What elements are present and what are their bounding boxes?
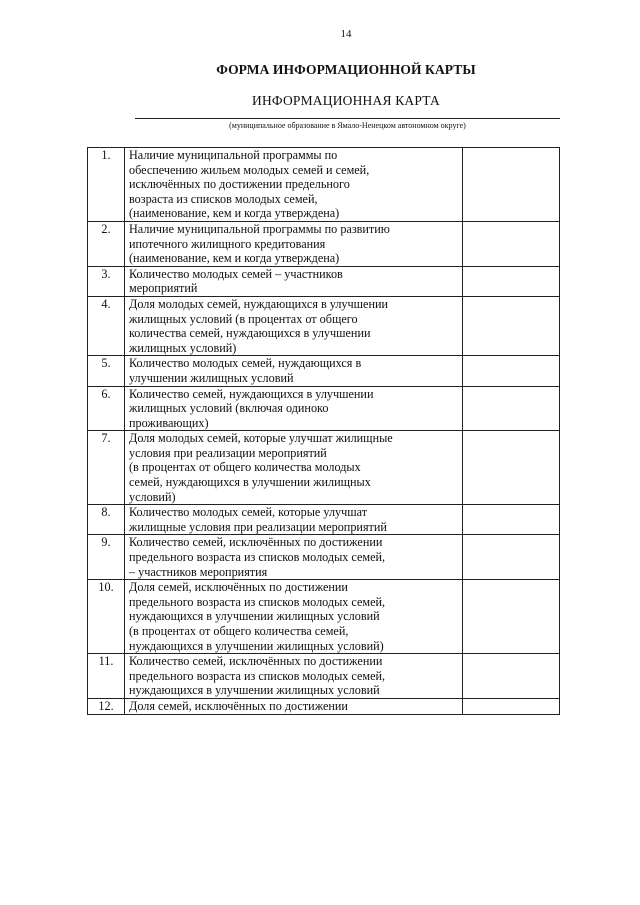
info-table bbox=[87, 147, 560, 715]
row-number: 12. bbox=[88, 698, 125, 714]
indicator-text-line: проживающих) bbox=[129, 415, 209, 430]
table-row bbox=[88, 431, 560, 505]
indicator-text-line: мероприятий bbox=[129, 281, 198, 296]
municipality-field-line bbox=[135, 118, 560, 119]
table-row bbox=[88, 535, 560, 580]
table-row bbox=[88, 580, 560, 654]
indicator-text-line: Доля семей, исключённых по достижении bbox=[129, 580, 348, 595]
row-value-cell[interactable] bbox=[463, 580, 560, 654]
table-row bbox=[88, 296, 560, 355]
row-indicator-text bbox=[125, 505, 463, 535]
indicator-text-line: обеспечению жильем молодых семей и семей, bbox=[129, 162, 370, 177]
indicator-text-line: жилищных условий (в процентах от общего bbox=[129, 311, 358, 326]
row-value-cell[interactable] bbox=[463, 535, 560, 580]
indicator-text-line: предельного возраста из списков молодых семей, bbox=[129, 550, 386, 565]
indicator-text-line: (в процентах от общего количества семей, bbox=[129, 624, 349, 638]
indicator-text-line: – участников мероприятия bbox=[129, 564, 268, 579]
row-number: 1. bbox=[88, 148, 125, 222]
table-row bbox=[88, 386, 560, 431]
info-table-body bbox=[88, 148, 560, 715]
row-indicator-text bbox=[125, 356, 463, 386]
row-number: 3. bbox=[88, 266, 125, 296]
indicator-text-line: условий) bbox=[129, 489, 176, 504]
indicator-text-line: Количество молодых семей, которые улучшат bbox=[129, 505, 368, 520]
table-row bbox=[88, 654, 560, 699]
row-indicator-text bbox=[125, 535, 463, 580]
municipality-caption: (муниципальное образование в Ямало-Ненецком автономном округе) bbox=[229, 121, 466, 130]
table-row bbox=[88, 356, 560, 386]
indicator-text-line: предельного возраста из списков молодых семей, bbox=[129, 594, 386, 609]
row-indicator-text bbox=[125, 580, 463, 654]
row-value-cell[interactable] bbox=[463, 266, 560, 296]
row-number: 5. bbox=[88, 356, 125, 386]
indicator-text-line: Количество молодых семей, нуждающихся в bbox=[129, 356, 362, 371]
row-value-cell[interactable] bbox=[463, 386, 560, 431]
row-number: 4. bbox=[88, 296, 125, 355]
indicator-text-line: жилищных условий (включая одиноко bbox=[129, 401, 329, 416]
indicator-text-line: количества семей, нуждающихся в улучшении bbox=[129, 326, 371, 341]
row-value-cell[interactable] bbox=[463, 148, 560, 222]
indicator-text-line: ипотечного жилищного кредитования bbox=[129, 236, 326, 251]
indicator-text-line: условия при реализации мероприятий bbox=[129, 445, 327, 460]
indicator-text-line: Количество семей, нуждающихся в улучшении bbox=[129, 386, 374, 401]
indicator-text-line: жилищные условия при реализации мероприятий bbox=[129, 519, 387, 534]
row-indicator-text bbox=[125, 386, 463, 431]
row-indicator-text bbox=[125, 266, 463, 296]
indicator-text-line: Количество семей, исключённых по достижении bbox=[129, 535, 383, 550]
row-number: 2. bbox=[88, 221, 125, 266]
row-value-cell[interactable] bbox=[463, 505, 560, 535]
indicator-text-line: предельного возраста из списков молодых семей, bbox=[129, 668, 386, 683]
indicator-text-line: Доля семей, исключённых по достижении bbox=[129, 698, 348, 713]
row-indicator-text bbox=[125, 296, 463, 355]
indicator-text-line: Наличие муниципальной программы по развитию bbox=[129, 221, 390, 236]
indicator-text-line: исключённых по достижении предельного bbox=[129, 177, 350, 192]
indicator-text-line: возраста из списков молодых семей, bbox=[129, 191, 318, 206]
indicator-text-line: нуждающихся в улучшении жилищных условий bbox=[129, 609, 380, 624]
table-row bbox=[88, 221, 560, 266]
indicator-text-line: Количество семей, исключённых по достижении bbox=[129, 654, 383, 669]
form-title: ФОРМА ИНФОРМАЦИОННОЙ КАРТЫ bbox=[216, 62, 476, 77]
row-value-cell[interactable] bbox=[463, 654, 560, 699]
indicator-text-line: Доля молодых семей, которые улучшат жилищные bbox=[129, 431, 393, 446]
indicator-text-line: улучшении жилищных условий bbox=[129, 370, 294, 385]
row-indicator-text bbox=[125, 148, 463, 222]
indicator-text-line: Наличие муниципальной программы по bbox=[129, 148, 338, 162]
row-value-cell[interactable] bbox=[463, 296, 560, 355]
row-number: 8. bbox=[88, 505, 125, 535]
row-value-cell[interactable] bbox=[463, 356, 560, 386]
row-number: 10. bbox=[88, 580, 125, 654]
indicator-text-line: Количество молодых семей – участников bbox=[129, 266, 343, 281]
row-value-cell[interactable] bbox=[463, 431, 560, 505]
indicator-text-line: семей, нуждающихся в улучшении жилищных bbox=[129, 475, 371, 490]
page-number: 14 bbox=[340, 28, 352, 40]
row-number: 11. bbox=[88, 654, 125, 699]
row-indicator-text bbox=[125, 431, 463, 505]
row-indicator-text bbox=[125, 221, 463, 266]
row-number: 7. bbox=[88, 431, 125, 505]
indicator-text-line: нуждающихся в улучшении жилищных условий) bbox=[129, 638, 384, 653]
indicator-text-line: (наименование, кем и когда утверждена) bbox=[129, 251, 340, 266]
table-row bbox=[88, 505, 560, 535]
indicator-text-line: жилищных условий) bbox=[129, 340, 237, 355]
card-title: ИНФОРМАЦИОННАЯ КАРТА bbox=[252, 93, 440, 108]
indicator-text-line: Доля молодых семей, нуждающихся в улучшении bbox=[129, 296, 389, 311]
row-indicator-text bbox=[125, 698, 463, 714]
indicator-text-line: (в процентах от общего количества молодых bbox=[129, 460, 361, 475]
indicator-text-line: нуждающихся в улучшении жилищных условий bbox=[129, 683, 380, 698]
row-value-cell[interactable] bbox=[463, 221, 560, 266]
table-row bbox=[88, 148, 560, 222]
table-row bbox=[88, 698, 560, 714]
row-number: 9. bbox=[88, 535, 125, 580]
row-number: 6. bbox=[88, 386, 125, 431]
row-value-cell[interactable] bbox=[463, 698, 560, 714]
row-indicator-text bbox=[125, 654, 463, 699]
table-row bbox=[88, 266, 560, 296]
indicator-text-line: (наименование, кем и когда утверждена) bbox=[129, 206, 340, 221]
